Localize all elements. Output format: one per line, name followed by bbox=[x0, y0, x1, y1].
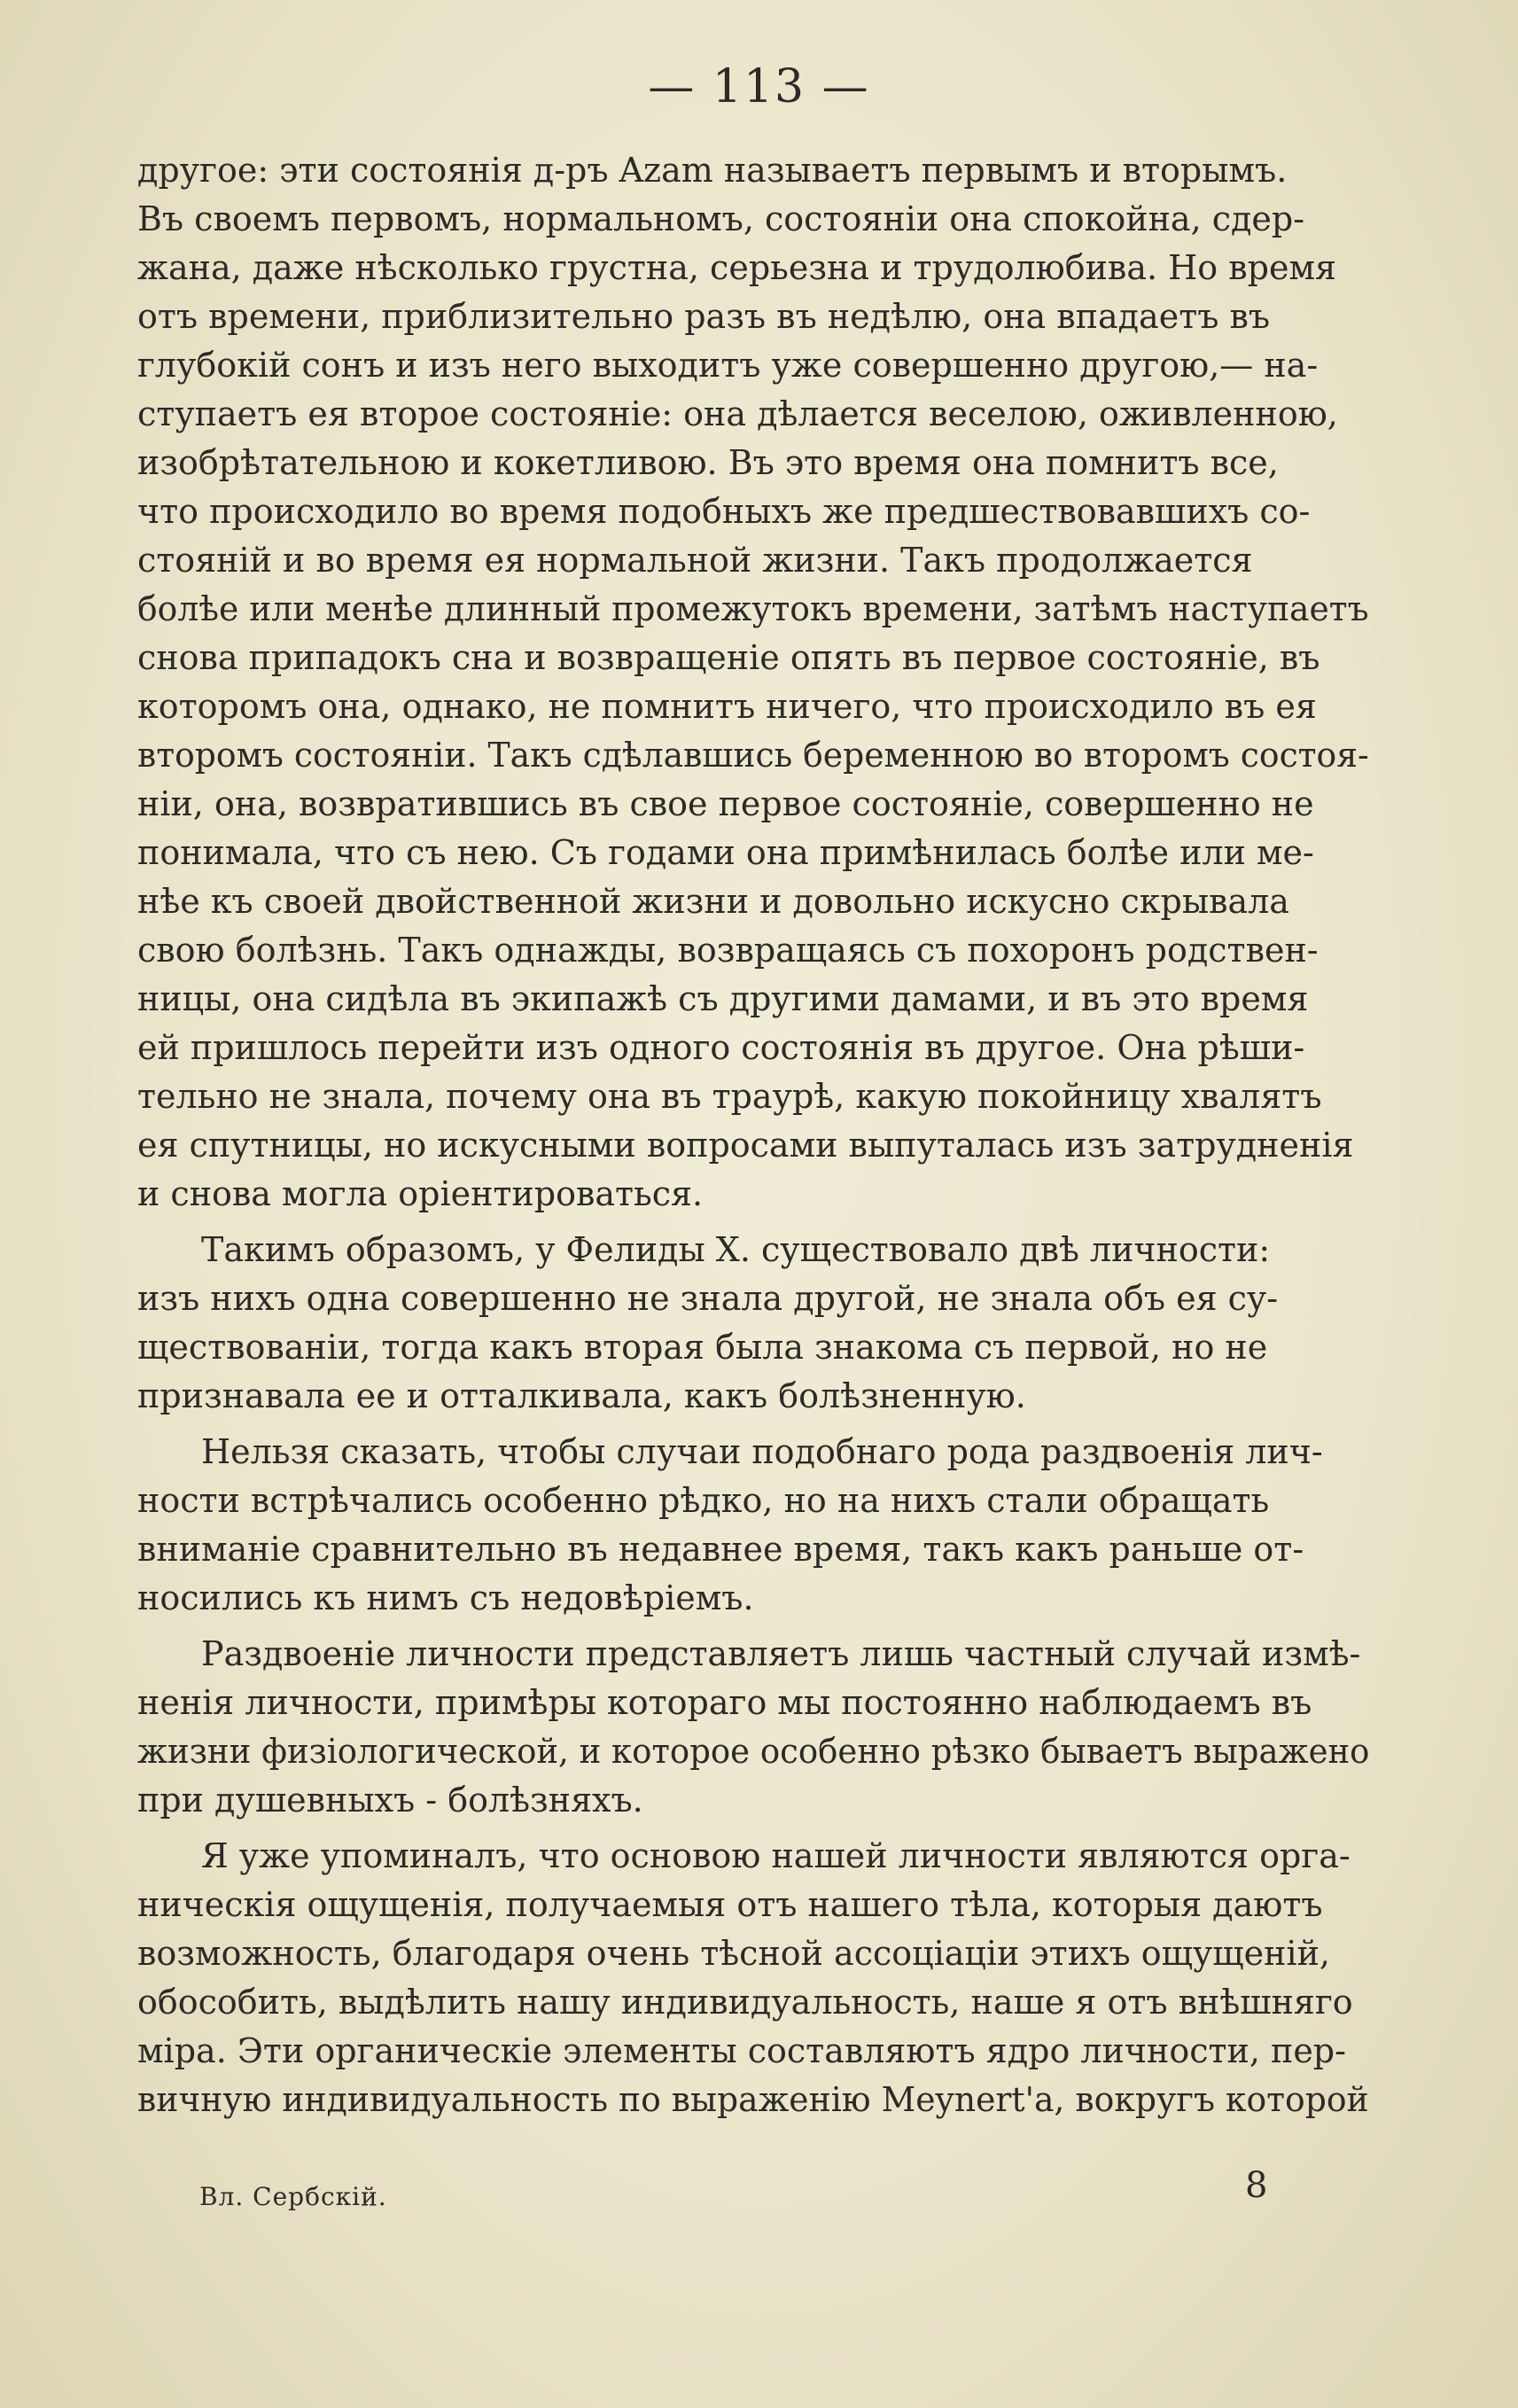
signature-mark: 8 bbox=[1245, 2165, 1268, 2206]
text-line: ненія личности, примѣры котораго мы постоянно наблюдаемъ въ bbox=[137, 1683, 1312, 1722]
text-line: и снова могла оріентироваться. bbox=[137, 1174, 704, 1213]
page-body bbox=[137, 146, 1369, 2124]
text-line: изъ нихъ одна совершенно не знала другой, не знала объ ея су- bbox=[137, 1279, 1279, 1318]
text-line: ступаетъ ея второе состояніе: она дѣлается веселою, оживленною, bbox=[137, 394, 1338, 433]
text-line: носились къ нимъ съ недовѣріемъ. bbox=[137, 1578, 754, 1617]
text-line: ніи, она, возвратившись въ свое первое состояніе, совершенно не bbox=[137, 784, 1314, 823]
paragraph bbox=[137, 1226, 1369, 1421]
text-line: что происходило во время подобныхъ же предшествовавшихъ со- bbox=[137, 492, 1311, 531]
text-line: отъ времени, приблизительно разъ въ недѣлю, она впадаетъ въ bbox=[137, 297, 1271, 336]
text-line: вичную индивидуальность по выраженію Meynert'a, вокругъ которой bbox=[137, 2080, 1369, 2119]
text-line: глубокій сонъ и изъ него выходитъ уже совершенно другою,— на- bbox=[137, 346, 1319, 385]
text-line: жана, даже нѣсколько грустна, серьезна и трудолюбива. Но время bbox=[137, 248, 1336, 287]
text-line: ея спутницы, но искусными вопросами выпуталась изъ затрудненія bbox=[137, 1126, 1354, 1165]
text-line: снова припадокъ сна и возвращеніе опять въ первое состояніе, въ bbox=[137, 638, 1320, 677]
paragraph bbox=[137, 1428, 1369, 1623]
text-line: стояній и во время ея нормальной жизни. Такъ продолжается bbox=[137, 541, 1253, 580]
footer-author: Вл. Сербскій. bbox=[199, 2182, 387, 2211]
text-line: ницы, она сидѣла въ экипажѣ съ другими дамами, и въ это время bbox=[137, 979, 1309, 1018]
text-line: другое: эти состоянія д-ръ Azam называетъ первымъ и вторымъ. bbox=[137, 151, 1288, 190]
text-line: ническія ощущенія, получаемыя отъ нашего тѣла, которыя даютъ bbox=[137, 1885, 1323, 1924]
text-line: изобрѣтательною и кокетливою. Въ это время она помнитъ все, bbox=[137, 443, 1279, 482]
paragraph bbox=[137, 1630, 1369, 1825]
text-line: міра. Эти органическіе элементы составляютъ ядро личности, пер- bbox=[137, 2031, 1346, 2070]
paragraph bbox=[137, 1832, 1369, 2124]
text-line: Такимъ образомъ, у Фелиды X. существовало двѣ личности: bbox=[201, 1230, 1271, 1269]
text-line: свою болѣзнь. Такъ однажды, возвращаясь съ похоронъ родствен- bbox=[137, 931, 1319, 970]
text-line: Я уже упоминалъ, что основою нашей личности являются орга- bbox=[201, 1836, 1351, 1875]
text-line: тельно не знала, почему она въ траурѣ, какую покойницу хвалятъ bbox=[137, 1077, 1322, 1116]
text-line: Нельзя сказать, чтобы случаи подобнаго рода раздвоенія лич- bbox=[201, 1432, 1323, 1471]
text-line: ности встрѣчались особенно рѣдко, но на нихъ стали обращать bbox=[137, 1481, 1270, 1520]
paragraph bbox=[137, 146, 1369, 1219]
text-line: жизни физіологической, и которое особенно рѣзко бываетъ выражено bbox=[137, 1732, 1370, 1771]
text-line: ществованіи, тогда какъ вторая была знакома съ первой, но не bbox=[137, 1328, 1268, 1367]
text-line: Раздвоеніе личности представляетъ лишь частный случай измѣ- bbox=[201, 1634, 1361, 1673]
text-line: вниманіе сравнительно въ недавнее время, такъ какъ раньше от- bbox=[137, 1530, 1304, 1569]
text-line: болѣе или менѣе длинный промежутокъ времени, затѣмъ наступаетъ bbox=[137, 589, 1369, 628]
text-line: нѣе къ своей двойственной жизни и довольно искусно скрывала bbox=[137, 882, 1289, 921]
text-line: при душевныхъ - болѣзняхъ. bbox=[137, 1781, 643, 1820]
text-line: обособить, выдѣлить нашу индивидуальность, наше я отъ внѣшняго bbox=[137, 1983, 1353, 2022]
text-line: ей пришлось перейти изъ одного состоянія въ другое. Она рѣши- bbox=[137, 1028, 1305, 1067]
text-line: которомъ она, однако, не помнитъ ничего, что происходило въ ея bbox=[137, 687, 1317, 726]
text-line: второмъ состояніи. Такъ сдѣлавшись беременною во второмъ состоя- bbox=[137, 736, 1369, 775]
text-line: возможность, благодаря очень тѣсной ассоціаціи этихъ ощущеній, bbox=[137, 1934, 1330, 1973]
text-line: Въ своемъ первомъ, нормальномъ, состояніи она спокойна, сдер- bbox=[137, 199, 1305, 238]
text-line: признавала ее и отталкивала, какъ болѣзненную. bbox=[137, 1376, 1026, 1415]
text-line: понимала, что съ нею. Съ годами она примѣнилась болѣе или ме- bbox=[137, 833, 1314, 872]
page-number: — 113 — bbox=[648, 60, 870, 113]
